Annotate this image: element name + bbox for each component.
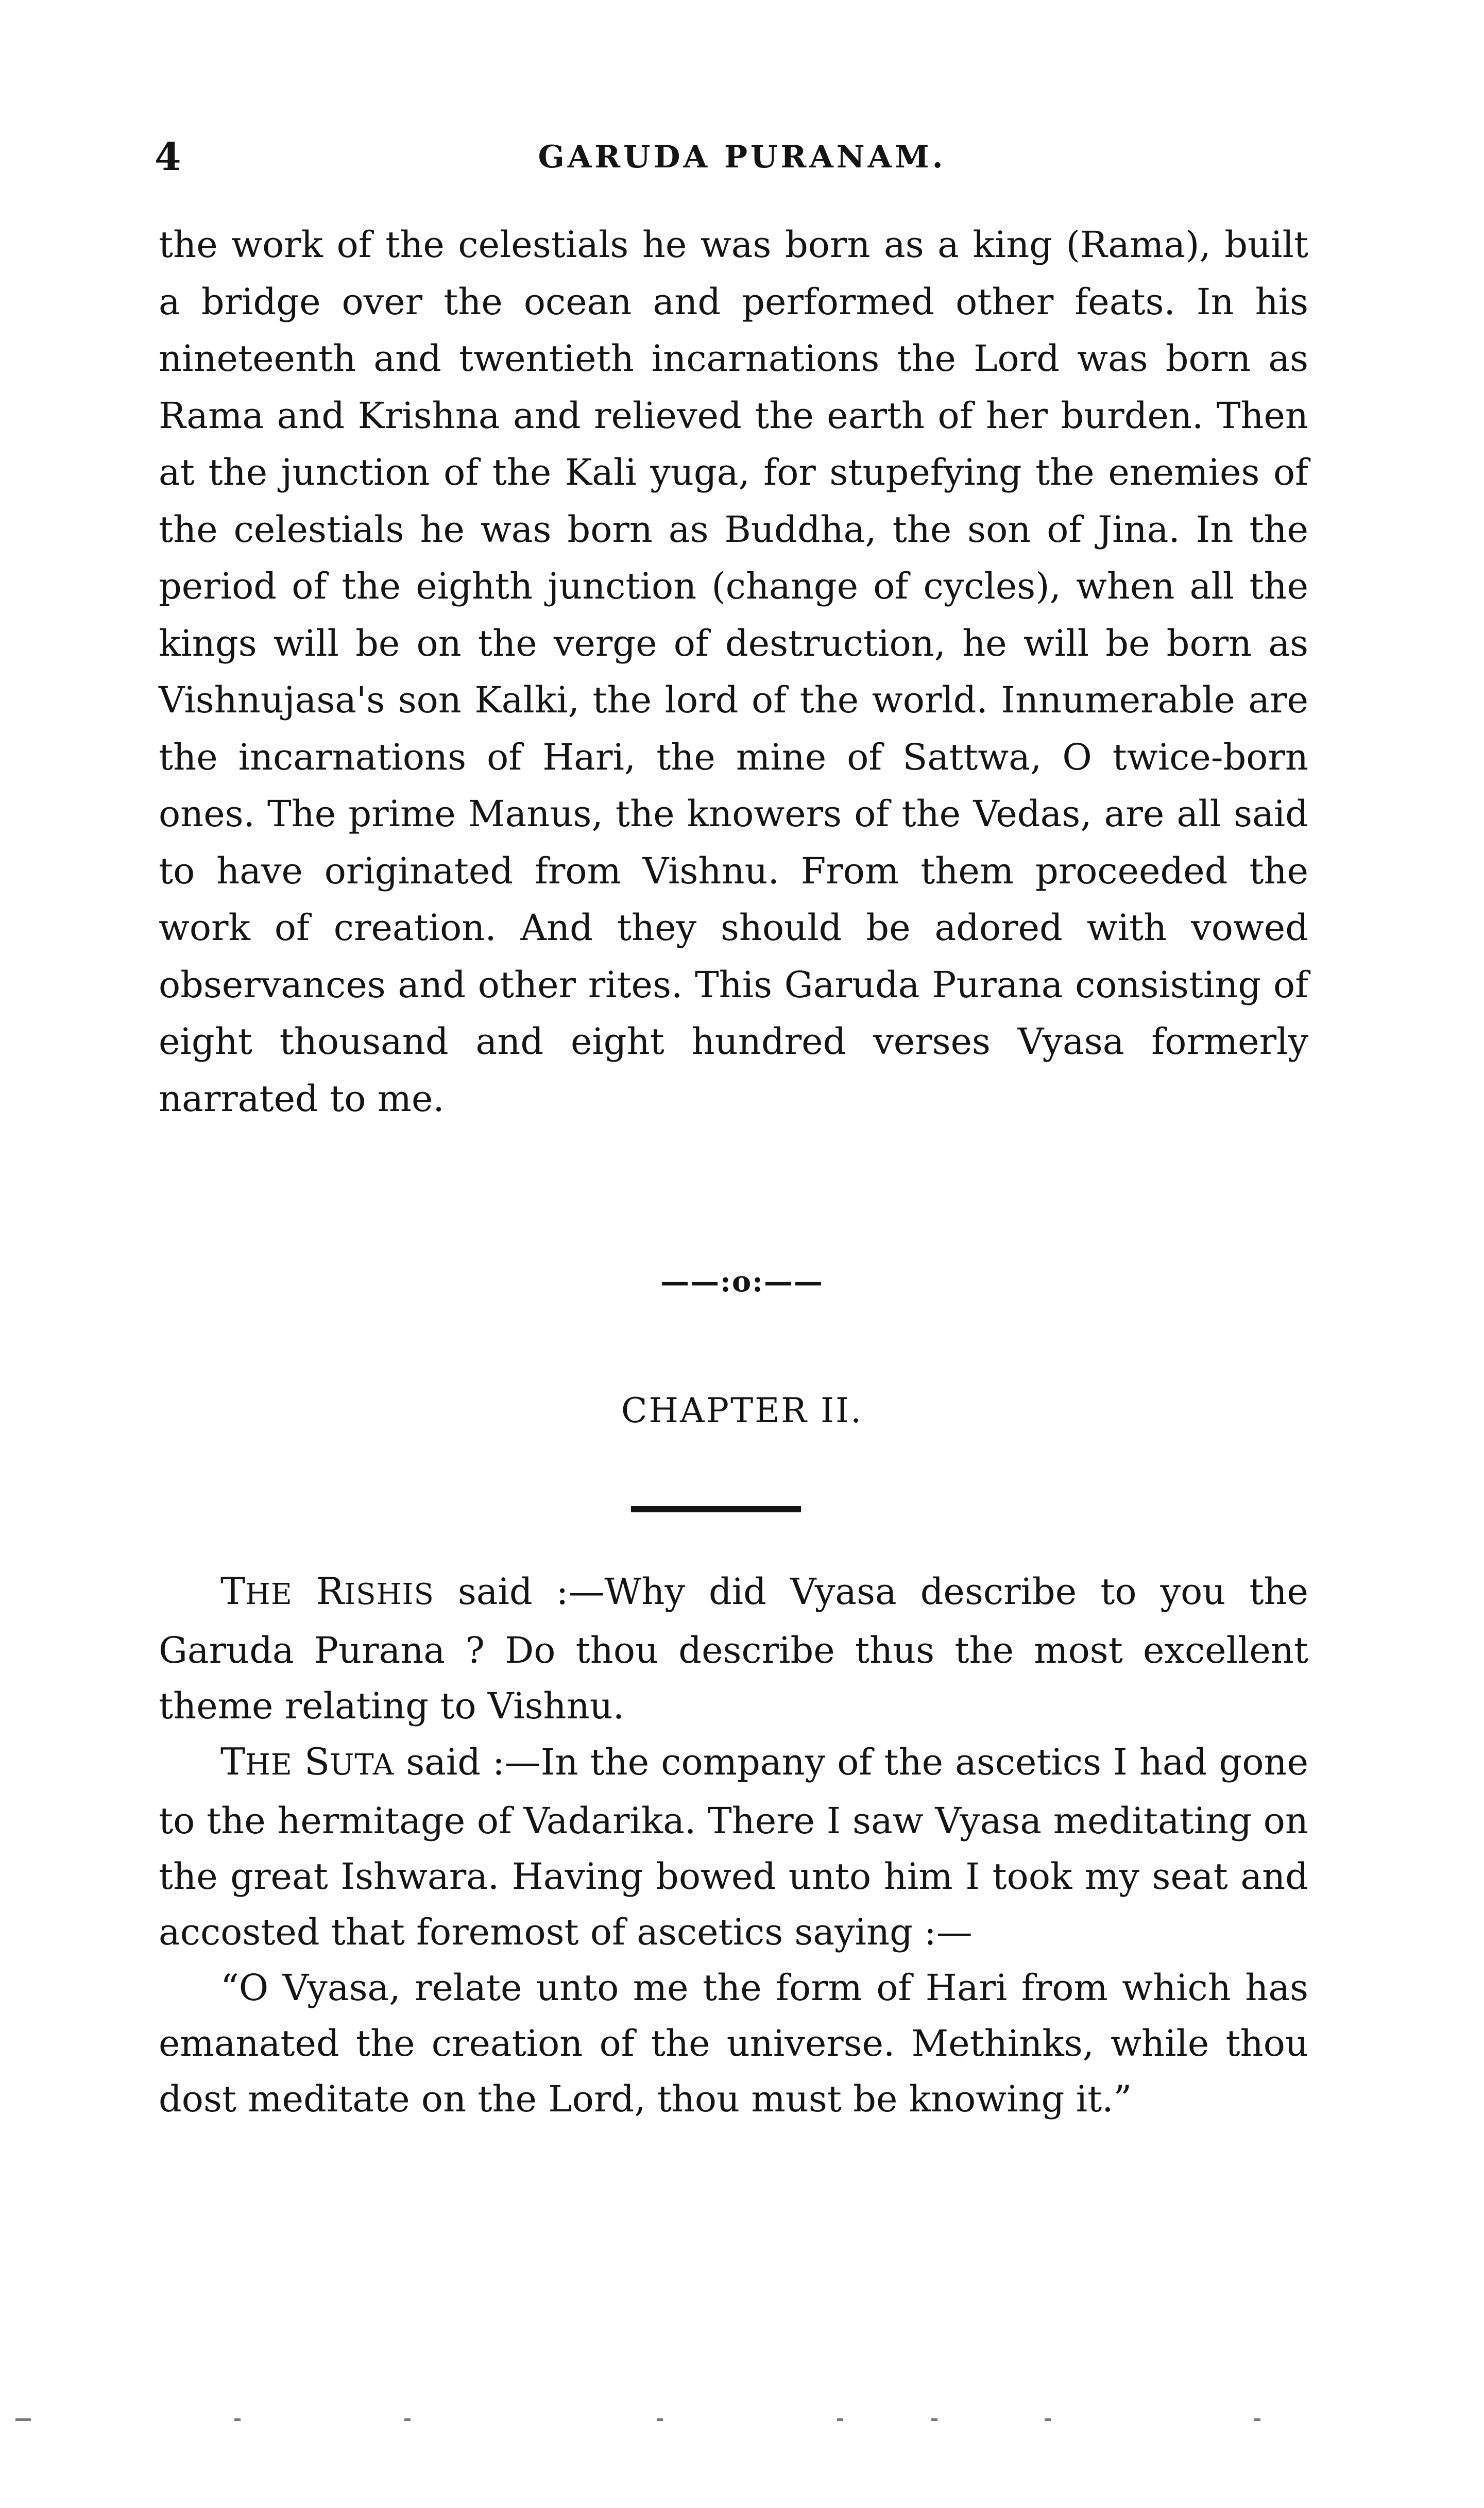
chapter-rule-divider [631,1506,801,1512]
chapter-body [159,1563,1308,2127]
body-text [159,216,1308,1127]
paragraph-suta [159,1734,1308,1960]
scan-artifacts [0,2418,1484,2439]
running-title: GARUDA PURANAM. [538,139,946,175]
speaker-label: THE RISHIS [220,1569,434,1613]
speech-text: said :—Why did Vyasa describe to you the Garuda Purana ? Do thou describe thus the most excellent theme relating to Vishnu. [159,1571,1308,1727]
speaker-label: THE SUTA [220,1740,395,1783]
section-ornament: ——:o:—— [660,1265,824,1299]
speech-text: said :—In the company of the ascetics I had gone to the hermitage of Vadarika. There I saw Vyasa meditating on the great Ishwara. Having bowed unto him I took my seat and accosted that foremost of ascetics saying :— [159,1741,1308,1953]
chapter-title: CHAPTER II. [621,1391,863,1430]
paragraph-quote: “O Vyasa, relate unto me the form of Hari from which has emanated the creation of the universe. Methinks, while thou dost meditate on the Lord, thou must be knowing it.” [159,1967,1308,2120]
page-number: 4 [155,135,181,179]
paragraph: the work of the celestials he was born as a king (Rama), built a bridge over the ocean and performed other feats. In his nineteenth and twentieth incarnations the Lord was born as Rama and Krishna and relieved the earth of her burden. Then at the junction of the Kali yuga, for stupefying the enemies of the celestials he was born as Buddha, the son of Jina. In the period of the eighth junction (change of cycles), when all the kings will be on the verge of destruction, he will be born as Vishnujasa's son Kalki, the lord of the world. Innumerable are the incarnations of Hari, the mine of Sattwa, O twice-born ones. The prime Manus, the knowers of the Vedas, are all said to have originated from Vishnu. From them proceeded the work of creation. And they should be adored with vowed observances and other rites. This Garuda Purana consisting of eight thousand and eight hundred verses Vyasa formerly narrated to me. [159,224,1308,1120]
paragraph-rishis [159,1563,1308,1734]
